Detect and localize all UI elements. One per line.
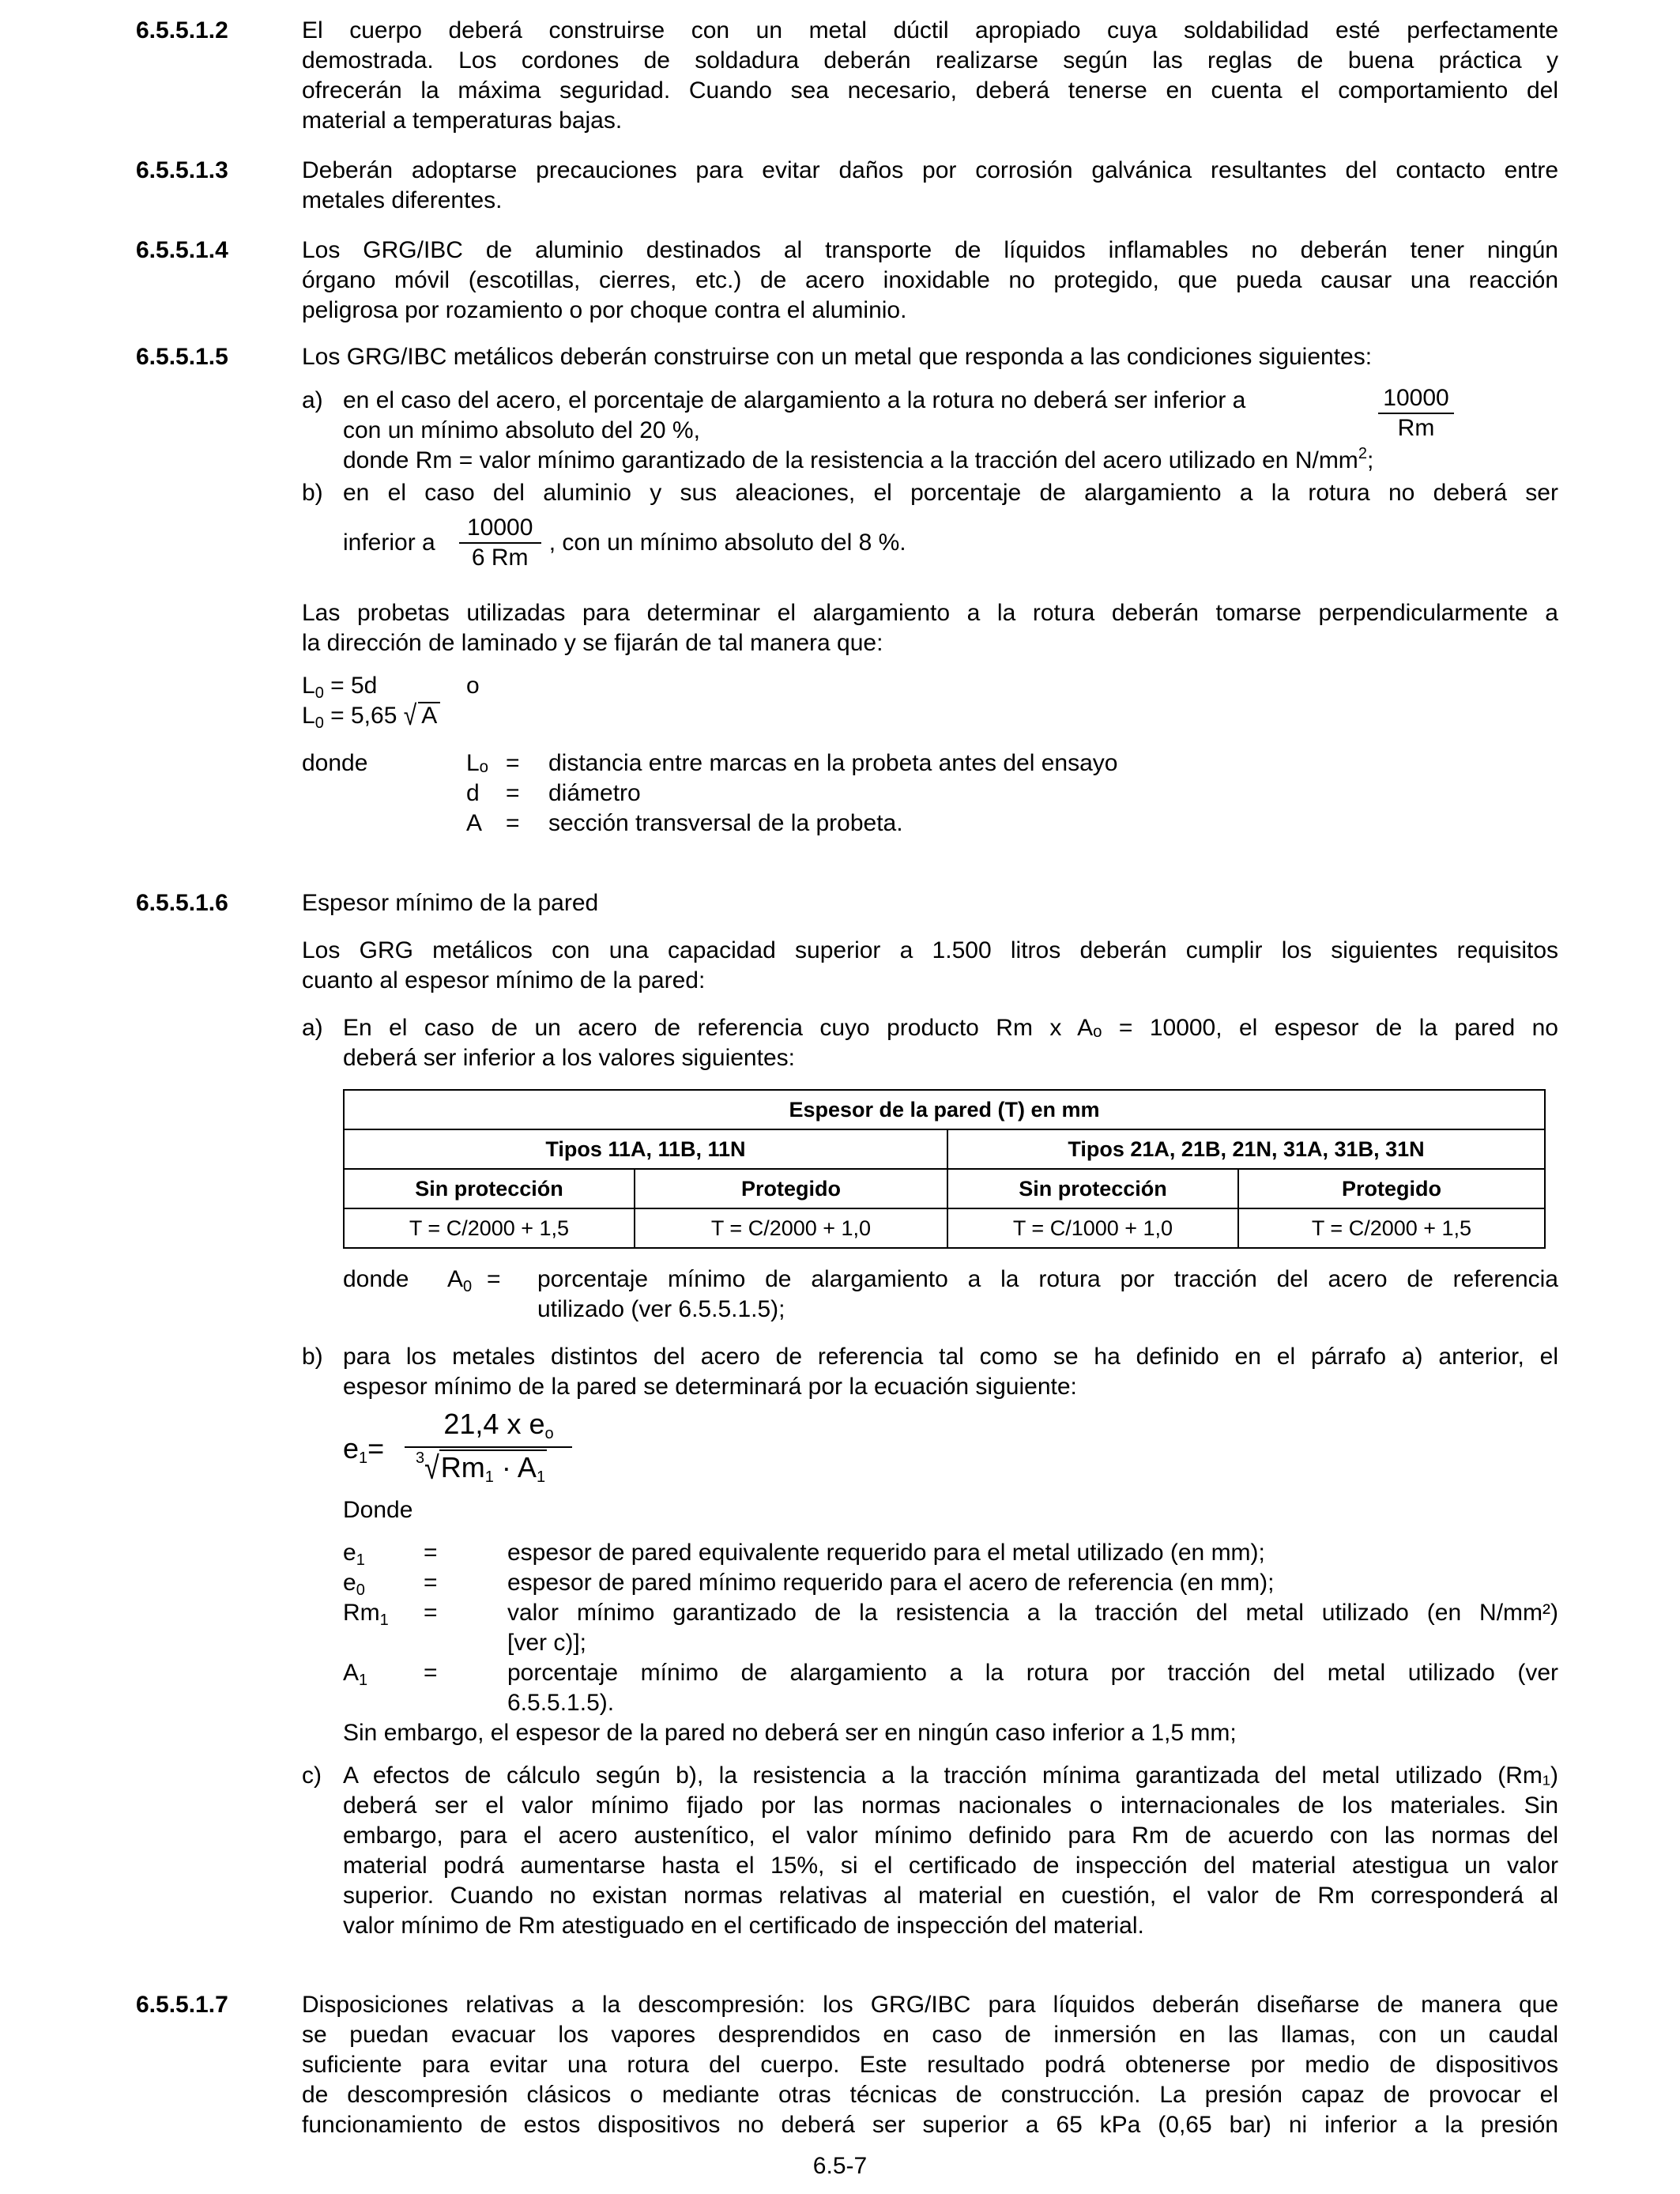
text-line: valor mínimo de Rm atestiguado en el certificado de inspección del material.: [343, 1913, 1144, 1939]
text-line: material podrá aumentarse hasta el 15%, si el certificado de inspección del material atestigua un valor: [343, 1853, 1558, 1879]
text-span: Rm: [343, 1600, 380, 1626]
list-item-a: [302, 1013, 1558, 1325]
radicand: A: [418, 702, 440, 729]
inline-fraction-row: [343, 515, 1558, 571]
variable-text: [507, 1658, 1558, 1718]
text-span: e: [343, 1540, 356, 1566]
text-span: A: [447, 1266, 464, 1292]
variable-symbol: [343, 1568, 365, 1600]
page-number: 6.5-7: [812, 2153, 868, 2179]
variable-list: [343, 1538, 1558, 1718]
text-line: Deberán adoptarse precauciones para evitar daños por corrosión galvánica resultantes del contacto entre: [302, 157, 1558, 183]
subscript: 1: [359, 1449, 368, 1467]
text-span: inferior a: [343, 530, 435, 556]
definitions: [302, 748, 1558, 839]
subscript: 0: [315, 684, 324, 702]
definition-list: [466, 748, 1256, 839]
equals-sign: =: [506, 780, 520, 806]
section-body: [302, 16, 1558, 136]
text-line: metales diferentes.: [302, 187, 503, 213]
variable-symbol: [343, 1538, 365, 1570]
wall-thickness-table: [343, 1089, 1546, 1249]
text-line: utilizado (ver 6.5.5.1.5);: [537, 1296, 785, 1322]
text-span: e: [343, 1570, 356, 1596]
equation-line: [302, 671, 480, 703]
formula-numerator: [405, 1407, 572, 1448]
text-line: embargo, para el acero austenítico, el valor mínimo definido para Rm de acuerdo con las normas del: [343, 1823, 1558, 1849]
equals-sign: =: [487, 1266, 501, 1292]
list-label: b): [302, 480, 323, 506]
list-item-b: [302, 1342, 1558, 1748]
text-line: espesor de pared equivalente requerido para el metal utilizado (en mm);: [507, 1540, 1265, 1566]
formula-fraction: [405, 1407, 572, 1492]
text-line: cuanto al espesor mínimo de la pared:: [302, 967, 706, 993]
text-span: L: [302, 673, 315, 699]
text-line: de descompresión clásicos o mediante otras técnicas de construcción. La presión capaz de provocar el: [302, 2082, 1558, 2108]
text-line: espesor de pared mínimo requerido para el acero de referencia (en mm);: [507, 1570, 1275, 1596]
text-line: se puedan evacuar los vapores desprendidos en caso de inmersión en las llamas, con un caudal: [302, 2022, 1558, 2048]
definition-symbol: Lₒ: [466, 750, 489, 776]
section-number: 6.5.5.1.4: [136, 237, 228, 263]
formula-e1: [343, 1407, 1558, 1486]
text-line: A efectos de cálculo según b), la resistencia a la tracción mínima garantizada del metal utilizado (Rm₁): [343, 1762, 1558, 1789]
definition-text: distancia entre marcas en la probeta antes del ensayo: [548, 750, 1118, 776]
text-line: En el caso de un acero de referencia cuyo producto Rm x Aₒ = 10000, el espesor de la pared no: [343, 1015, 1558, 1041]
subscript: 1: [484, 1468, 494, 1486]
radicand: [439, 1449, 547, 1486]
equals-sign: =: [424, 1600, 438, 1626]
text-line: El cuerpo deberá construirse con un metal dúctil apropiado cuya soldabilidad esté perfectamente: [302, 17, 1558, 43]
table-cell: T = C/2000 + 1,0: [635, 1208, 947, 1248]
section-number: 6.5.5.1.6: [136, 890, 228, 916]
paragraph-probetas: [302, 598, 1558, 658]
section-number: 6.5.5.1.7: [136, 1992, 228, 2018]
text-line: en el caso del aluminio y sus aleaciones, el porcentaje de alargamiento a la rotura no deberá ser: [343, 480, 1558, 506]
text-line: órgano móvil (escotillas, cierres, etc.) de acero inoxidable no protegido, que pueda causar una reacción: [302, 267, 1558, 293]
subscript: 1: [359, 1672, 368, 1689]
text-line: Las probetas utilizadas para determinar el alargamiento a la rotura deberán tomarse perpendicularmente a: [302, 600, 1558, 626]
table-column-header: Sin protección: [344, 1169, 635, 1208]
text-span: donde Rm = valor mínimo garantizado de la resistencia a la tracción del acero utilizado en N/mm: [343, 447, 1358, 473]
section-body: [302, 342, 1558, 839]
text-span: = 5d: [323, 673, 378, 699]
donde-label: donde: [343, 1266, 409, 1292]
equals-sign: =: [367, 1432, 385, 1465]
text-line: [343, 446, 1558, 478]
cube-root-icon: √: [424, 1450, 439, 1487]
text-line: suficiente para evitar una rotura del cuerpo. Este resultado podrá obtenerse por medio de dispositivos: [302, 2052, 1558, 2078]
donde-label: donde: [302, 750, 368, 776]
definition-text: diámetro: [548, 780, 641, 806]
variable-symbol: [343, 1598, 389, 1630]
definition-symbol: d: [466, 780, 480, 806]
fraction-numerator: 10000: [459, 514, 541, 544]
formula-lhs: [343, 1434, 384, 1468]
text-line: para los metales distintos del acero de referencia tal como se ha definido en el párrafo a) anterior, el: [343, 1344, 1558, 1370]
table-title: Espesor de la pared (T) en mm: [344, 1090, 1545, 1129]
definition-row: [466, 809, 1256, 839]
text-span: Rm: [440, 1451, 485, 1483]
superscript: 2: [1358, 445, 1367, 462]
text-line: Sin embargo, el espesor de la pared no deberá ser en ningún caso inferior a 1,5 mm;: [343, 1720, 1237, 1746]
paragraph-grg: [302, 936, 1558, 996]
text-span: , con un mínimo absoluto del 8 %.: [548, 530, 906, 556]
donde-label: Donde: [343, 1497, 413, 1523]
text-line: Los GRG/IBC de aluminio destinados al transporte de líquidos inflamables no deberán tener ningún: [302, 237, 1558, 263]
variable-text: [507, 1538, 1558, 1568]
equals-sign: =: [506, 810, 520, 836]
text-span: L: [302, 703, 315, 729]
subscript: o: [544, 1425, 554, 1442]
text-span: ;: [1366, 447, 1374, 473]
equation-line: [302, 701, 440, 733]
definition-symbol: A: [466, 810, 483, 836]
fraction-denominator: Rm: [1397, 415, 1435, 441]
equals-sign: =: [424, 1660, 438, 1686]
text-span: · A: [493, 1451, 537, 1483]
text-line: deberá ser inferior a los valores siguientes:: [343, 1045, 795, 1071]
table-cell: T = C/1000 + 1,0: [947, 1208, 1238, 1248]
subscript: 0: [356, 1581, 365, 1599]
equals-sign: =: [424, 1540, 438, 1566]
definition-text: [537, 1265, 1558, 1325]
list-label: a): [302, 387, 323, 413]
list-label: a): [302, 1015, 323, 1041]
text-line: con un mínimo absoluto del 20 %,: [343, 417, 700, 443]
formula-denominator: [405, 1448, 572, 1492]
variable-row: [343, 1598, 1558, 1658]
subscript: 0: [463, 1278, 473, 1295]
variable-row: [343, 1568, 1558, 1598]
text-line: Disposiciones relativas a la descompresión: los GRG/IBC para líquidos deberán diseñarse de manera que: [302, 1992, 1558, 2018]
text-line: valor mínimo garantizado de la resistencia a la tracción del metal utilizado (en N/mm²): [507, 1600, 1558, 1626]
table-group-header: Tipos 21A, 21B, 21N, 31A, 31B, 31N: [947, 1129, 1545, 1169]
text-line: deberá ser el valor mínimo fijado por las normas nacionales o internacionales de los materiales. Sin: [343, 1793, 1558, 1819]
text-span: o: [466, 673, 480, 699]
fraction-numerator: 10000: [1378, 384, 1454, 414]
section-body: [302, 1990, 1558, 2140]
subscript: 1: [536, 1468, 546, 1486]
section-body: [302, 156, 1558, 216]
text-span: = 5,65: [323, 703, 397, 729]
table-cell: T = C/2000 + 1,5: [344, 1208, 635, 1248]
text-line: porcentaje mínimo de alargamiento a la rotura por tracción del acero de referencia: [537, 1266, 1558, 1292]
text-line: en el caso del acero, el porcentaje de alargamiento a la rotura no deberá ser inferior a: [343, 387, 1246, 413]
table-column-header: Protegido: [1238, 1169, 1545, 1208]
text-line: la dirección de laminado y se fijarán de tal manera que:: [302, 630, 883, 656]
fraction-denominator: 6 Rm: [471, 545, 529, 571]
table-cell: T = C/2000 + 1,5: [1238, 1208, 1545, 1248]
list-label: b): [302, 1344, 323, 1370]
text-span: 21,4 x e: [443, 1408, 545, 1440]
text-line: demostrada. Los cordones de soldadura deberán realizarse según las reglas de buena práctica y: [302, 47, 1558, 74]
text-line: 6.5.5.1.5).: [507, 1690, 615, 1716]
subscript: 1: [356, 1551, 365, 1569]
variable-text: [507, 1598, 1558, 1658]
definition-text: sección transversal de la probeta.: [548, 810, 903, 836]
text-line: peligrosa por rozamiento o por choque contra el aluminio.: [302, 297, 907, 323]
symbol: [447, 1265, 472, 1297]
table-column-header: Protegido: [635, 1169, 947, 1208]
subscript: 0: [315, 714, 324, 732]
variable-text: [507, 1568, 1558, 1598]
text-line: ofrecerán la máxima seguridad. Cuando sea necesario, deberá tenerse en cuenta el comportamiento del: [302, 77, 1558, 104]
equals-sign: =: [424, 1570, 438, 1596]
text-span: e: [343, 1432, 360, 1465]
text-line: espesor mínimo de la pared se determinará por la ecuación siguiente:: [343, 1374, 1077, 1400]
table-group-header: Tipos 11A, 11B, 11N: [344, 1129, 947, 1169]
root-index: 3: [416, 1449, 425, 1467]
text-line: funcionamiento de estos dispositivos no deberá ser superior a 65 kPa (0,65 bar) ni inferior a la presión: [302, 2112, 1558, 2138]
section-number: 6.5.5.1.5: [136, 344, 228, 370]
variable-symbol: [343, 1658, 367, 1691]
text-line: material a temperaturas bajas.: [302, 107, 623, 134]
list-item-b: [302, 478, 1558, 571]
text-line: superior. Cuando no existan normas relativas al material en cuestión, el valor de Rm corresponderá al: [343, 1883, 1558, 1909]
equals-sign: =: [506, 750, 520, 776]
list-label: c): [302, 1762, 322, 1789]
text-line: porcentaje mínimo de alargamiento a la rotura por tracción del metal utilizado (ver: [507, 1660, 1558, 1686]
list-item-a: [302, 386, 1558, 478]
section-body: [302, 236, 1558, 326]
section-number: 6.5.5.1.2: [136, 17, 228, 43]
text-line: Los GRG metálicos con una capacidad superior a 1.500 litros deberán cumplir los siguientes requisitos: [302, 937, 1558, 963]
variable-row: [343, 1538, 1558, 1568]
table-column-header: Sin protección: [947, 1169, 1238, 1208]
text-line: [ver c)];: [507, 1630, 587, 1656]
section-title: Espesor mínimo de la pared: [302, 890, 599, 916]
formula-l0: [302, 671, 1558, 731]
subscript: 1: [379, 1612, 389, 1629]
sqrt-icon: √: [403, 699, 417, 732]
text-line: Los GRG/IBC metálicos deberán construirse con un metal que responda a las condiciones siguientes:: [302, 344, 1373, 370]
text-span: A: [343, 1660, 360, 1686]
definition-a0: [343, 1265, 1558, 1325]
list-item-c: [302, 1761, 1558, 1941]
section-body: [302, 888, 1558, 1941]
fraction-10000-6rm: [459, 514, 541, 572]
fraction-10000-rm: [1378, 384, 1454, 443]
variable-row: [343, 1658, 1558, 1718]
definition-row: [466, 748, 1256, 778]
section-number: 6.5.5.1.3: [136, 157, 228, 183]
definition-row: [466, 778, 1256, 809]
